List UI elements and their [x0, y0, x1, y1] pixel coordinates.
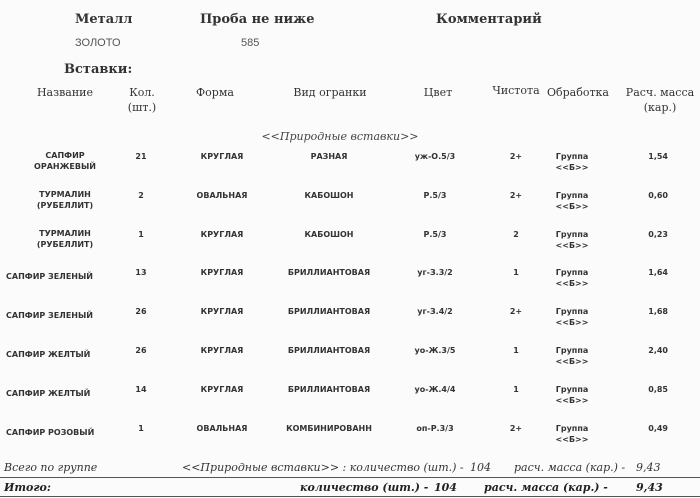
cell-treatment-line2: <<Б>> — [555, 435, 589, 444]
grand-total-mass: 9,43 — [636, 481, 663, 494]
cell-treatment — [540, 345, 604, 367]
cell-name — [6, 349, 128, 360]
cell-treatment-line1: Группа — [555, 230, 589, 239]
cell-cut: БРИЛЛИАНТОВАЯ — [287, 346, 371, 355]
probe-value: 585 — [241, 37, 260, 49]
cell-treatment — [540, 306, 604, 328]
cell-cut: БРИЛЛИАНТОВАЯ — [287, 307, 371, 316]
cell-name-line1: ТУРМАЛИН — [39, 229, 91, 238]
inserts-title: Вставки: — [64, 62, 133, 77]
divider-bottom — [0, 496, 700, 497]
cell-name-line1: САПФИР — [45, 151, 85, 160]
cell-treatment — [540, 151, 604, 173]
cell-name-line2: (РУБЕЛЛИТ) — [36, 201, 94, 210]
cell-qty: 1 — [138, 230, 144, 239]
cell-qty: 13 — [135, 268, 147, 277]
col-cut: Вид огранки — [293, 86, 367, 99]
cell-clarity: 1 — [513, 268, 519, 277]
cell-color: уг-З.4/2 — [417, 307, 453, 316]
group-label: <<Природные вставки>> — [261, 130, 419, 143]
cell-treatment-line1: Группа — [555, 307, 589, 316]
col-clarity: Чистота — [492, 84, 540, 97]
cell-color: оп-Р.3/3 — [416, 424, 454, 433]
cell-treatment-line2: <<Б>> — [555, 279, 589, 288]
cell-name-line2: ОРАНЖЕВЫЙ — [34, 162, 96, 171]
cell-mass: 1,64 — [648, 268, 668, 277]
grand-total-qty: 104 — [434, 481, 457, 494]
cell-treatment-line1: Группа — [555, 152, 589, 161]
cell-name-line1: ТУРМАЛИН — [39, 190, 91, 199]
col-color: Цвет — [423, 86, 453, 99]
cell-name-line1: САПФИР РОЗОВЫЙ — [6, 428, 95, 437]
metal-label: Металл — [75, 12, 133, 27]
cell-color: уж-О.5/3 — [414, 152, 456, 161]
comment-label: Комментарий — [436, 12, 542, 27]
col-mass — [620, 85, 700, 115]
cell-name — [4, 150, 126, 172]
cell-clarity: 1 — [513, 346, 519, 355]
cell-name-line1: САПФИР ЗЕЛЕНЫЙ — [6, 272, 93, 281]
cell-shape: КРУГЛАЯ — [200, 152, 244, 161]
cell-qty: 14 — [135, 385, 147, 394]
grand-total-label: Итого: — [4, 481, 51, 494]
cell-shape: ОВАЛЬНАЯ — [196, 191, 248, 200]
cell-clarity: 2+ — [509, 191, 523, 200]
cell-treatment-line1: Группа — [555, 385, 589, 394]
cell-qty: 2 — [138, 191, 144, 200]
cell-treatment — [540, 190, 604, 212]
metal-value: ЗОЛОТО — [75, 37, 121, 49]
cell-shape: ОВАЛЬНАЯ — [196, 424, 248, 433]
cell-mass: 0,85 — [648, 385, 668, 394]
cell-treatment-line2: <<Б>> — [555, 163, 589, 172]
col-mass-line2: (кар.) — [643, 101, 677, 114]
cell-shape: КРУГЛАЯ — [200, 385, 244, 394]
cell-treatment — [540, 229, 604, 251]
cell-shape: КРУГЛАЯ — [200, 230, 244, 239]
cell-qty: 26 — [135, 307, 147, 316]
divider-top — [0, 477, 700, 478]
col-shape: Форма — [196, 86, 234, 99]
cell-shape: КРУГЛАЯ — [200, 346, 244, 355]
cell-treatment-line2: <<Б>> — [555, 396, 589, 405]
cell-cut: РАЗНАЯ — [310, 152, 348, 161]
group-total-label: Всего по группе — [4, 461, 98, 474]
col-mass-line1: Расч. масса — [625, 86, 695, 99]
cell-cut: КОМБИНИРОВАНН — [286, 424, 372, 433]
cell-mass: 1,68 — [648, 307, 668, 316]
cell-clarity: 1 — [513, 385, 519, 394]
cell-color: Р.5/3 — [423, 191, 447, 200]
col-qty — [120, 85, 164, 115]
cell-treatment-line2: <<Б>> — [555, 318, 589, 327]
col-treatment: Обработка — [546, 86, 609, 99]
cell-treatment — [540, 267, 604, 289]
group-total-mass: 9,43 — [636, 461, 661, 474]
group-total-group: <<Природные вставки>> : количество (шт.) - — [182, 461, 464, 474]
cell-color: уо-Ж.3/5 — [414, 346, 456, 355]
cell-cut: БРИЛЛИАНТОВАЯ — [287, 268, 371, 277]
cell-mass: 2,40 — [648, 346, 668, 355]
cell-clarity: 2 — [513, 230, 519, 239]
cell-qty: 26 — [135, 346, 147, 355]
cell-clarity: 2+ — [509, 152, 523, 161]
cell-clarity: 2+ — [509, 307, 523, 316]
cell-name — [6, 310, 128, 321]
probe-label: Проба не ниже — [200, 12, 315, 27]
group-total-qty: 104 — [470, 461, 491, 474]
cell-cut: БРИЛЛИАНТОВАЯ — [287, 385, 371, 394]
cell-cut: КАБОШОН — [304, 191, 354, 200]
cell-name-line1: САПФИР ЖЕЛТЫЙ — [6, 389, 91, 398]
cell-treatment-line2: <<Б>> — [555, 241, 589, 250]
cell-mass: 1,54 — [648, 152, 668, 161]
cell-mass: 0,49 — [648, 424, 668, 433]
group-total-mass-label: расч. масса (кар.) - — [514, 461, 626, 474]
cell-shape: КРУГЛАЯ — [200, 307, 244, 316]
cell-clarity: 2+ — [509, 424, 523, 433]
col-name: Название — [36, 86, 94, 99]
cell-name — [6, 271, 128, 282]
cell-name-line2: (РУБЕЛЛИТ) — [36, 240, 94, 249]
cell-name-line1: САПФИР ЗЕЛЕНЫЙ — [6, 311, 93, 320]
cell-mass: 0,23 — [648, 230, 668, 239]
cell-qty: 1 — [138, 424, 144, 433]
cell-treatment-line2: <<Б>> — [555, 202, 589, 211]
cell-mass: 0,60 — [648, 191, 668, 200]
cell-shape: КРУГЛАЯ — [200, 268, 244, 277]
cell-color: уо-Ж.4/4 — [414, 385, 456, 394]
cell-treatment — [540, 423, 604, 445]
col-qty-line2: (шт.) — [127, 101, 157, 114]
cell-color: уг-З.3/2 — [417, 268, 453, 277]
grand-total-qty-label: количество (шт.) - — [300, 481, 429, 494]
cell-name — [6, 388, 128, 399]
cell-color: Р.5/3 — [423, 230, 447, 239]
cell-treatment-line1: Группа — [555, 424, 589, 433]
cell-treatment-line1: Группа — [555, 268, 589, 277]
cell-name — [6, 427, 128, 438]
cell-name — [4, 228, 126, 250]
cell-name — [4, 189, 126, 211]
cell-treatment-line1: Группа — [555, 346, 589, 355]
grand-total-mass-label: расч. масса (кар.) - — [484, 481, 608, 494]
col-qty-line1: Кол. — [129, 86, 155, 99]
cell-cut: КАБОШОН — [304, 230, 354, 239]
cell-treatment — [540, 384, 604, 406]
cell-name-line1: САПФИР ЖЕЛТЫЙ — [6, 350, 91, 359]
cell-treatment-line2: <<Б>> — [555, 357, 589, 366]
cell-qty: 21 — [135, 152, 147, 161]
cell-treatment-line1: Группа — [555, 191, 589, 200]
